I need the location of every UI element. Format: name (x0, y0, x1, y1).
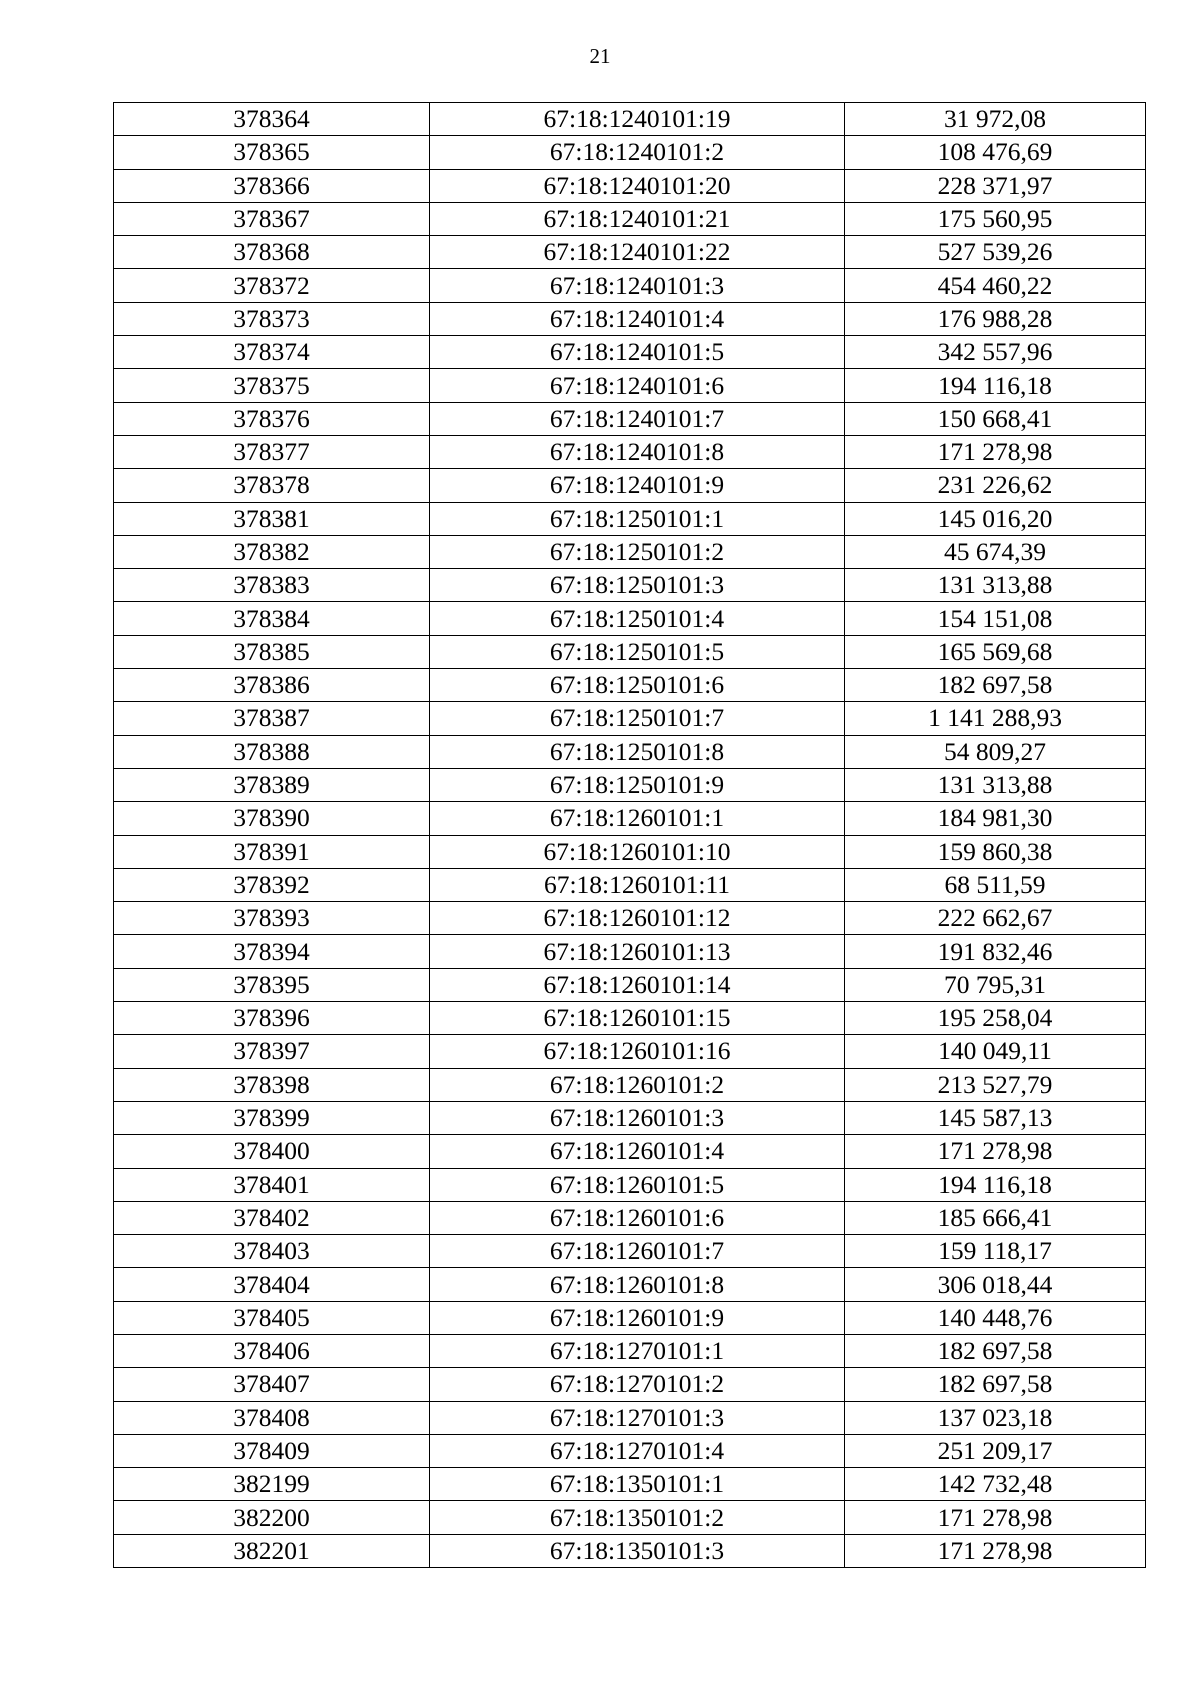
cadastral-number-cell: 67:18:1240101:20 (430, 169, 845, 202)
record-number-cell: 378386 (114, 669, 430, 702)
table-row (114, 1468, 1146, 1501)
record-number-cell: 378383 (114, 569, 430, 602)
table-row (114, 1235, 1146, 1268)
table-row (114, 702, 1146, 735)
record-number-cell: 378396 (114, 1002, 430, 1035)
value-cell: 171 278,98 (845, 1534, 1146, 1567)
table-row (114, 202, 1146, 235)
value-cell: 140 448,76 (845, 1301, 1146, 1334)
record-number-cell: 378382 (114, 535, 430, 568)
value-cell: 222 662,67 (845, 902, 1146, 935)
cadastral-number-cell: 67:18:1260101:14 (430, 968, 845, 1001)
cadastral-number-cell: 67:18:1240101:4 (430, 302, 845, 335)
record-number-cell: 378400 (114, 1135, 430, 1168)
table-row (114, 402, 1146, 435)
table-row (114, 169, 1146, 202)
cadastral-number-cell: 67:18:1270101:3 (430, 1401, 845, 1434)
value-cell: 527 539,26 (845, 236, 1146, 269)
value-cell: 171 278,98 (845, 1501, 1146, 1534)
cadastral-number-cell: 67:18:1250101:9 (430, 768, 845, 801)
value-cell: 454 460,22 (845, 269, 1146, 302)
record-number-cell: 378387 (114, 702, 430, 735)
table-row (114, 802, 1146, 835)
value-cell: 185 666,41 (845, 1201, 1146, 1234)
cadastral-number-cell: 67:18:1260101:8 (430, 1268, 845, 1301)
value-cell: 165 569,68 (845, 635, 1146, 668)
record-number-cell: 378388 (114, 735, 430, 768)
cadastral-number-cell: 67:18:1350101:1 (430, 1468, 845, 1501)
cadastral-number-cell: 67:18:1250101:4 (430, 602, 845, 635)
table-row (114, 835, 1146, 868)
table-row (114, 669, 1146, 702)
value-cell: 154 151,08 (845, 602, 1146, 635)
table-row (114, 269, 1146, 302)
cadastral-number-cell: 67:18:1270101:1 (430, 1334, 845, 1367)
table-row (114, 502, 1146, 535)
value-cell: 182 697,58 (845, 1334, 1146, 1367)
data-table (113, 102, 1146, 1568)
cadastral-number-cell: 67:18:1240101:21 (430, 202, 845, 235)
record-number-cell: 378378 (114, 469, 430, 502)
record-number-cell: 378368 (114, 236, 430, 269)
table-row (114, 1002, 1146, 1035)
table-row (114, 1501, 1146, 1534)
cadastral-number-cell: 67:18:1260101:5 (430, 1168, 845, 1201)
cadastral-number-cell: 67:18:1260101:9 (430, 1301, 845, 1334)
record-number-cell: 378376 (114, 402, 430, 435)
value-cell: 159 860,38 (845, 835, 1146, 868)
cadastral-number-cell: 67:18:1260101:11 (430, 868, 845, 901)
record-number-cell: 378364 (114, 103, 430, 136)
value-cell: 159 118,17 (845, 1235, 1146, 1268)
value-cell: 306 018,44 (845, 1268, 1146, 1301)
record-number-cell: 378374 (114, 336, 430, 369)
value-cell: 68 511,59 (845, 868, 1146, 901)
cadastral-number-cell: 67:18:1240101:5 (430, 336, 845, 369)
cadastral-number-cell: 67:18:1240101:3 (430, 269, 845, 302)
table-row (114, 302, 1146, 335)
table-row (114, 1368, 1146, 1401)
cadastral-number-cell: 67:18:1260101:7 (430, 1235, 845, 1268)
cadastral-number-cell: 67:18:1260101:2 (430, 1068, 845, 1101)
record-number-cell: 378390 (114, 802, 430, 835)
value-cell: 231 226,62 (845, 469, 1146, 502)
value-cell: 145 587,13 (845, 1101, 1146, 1134)
value-cell: 131 313,88 (845, 569, 1146, 602)
value-cell: 131 313,88 (845, 768, 1146, 801)
cadastral-number-cell: 67:18:1350101:3 (430, 1534, 845, 1567)
record-number-cell: 378393 (114, 902, 430, 935)
table-row (114, 1334, 1146, 1367)
cadastral-number-cell: 67:18:1240101:22 (430, 236, 845, 269)
record-number-cell: 378404 (114, 1268, 430, 1301)
table-row (114, 369, 1146, 402)
table-row (114, 103, 1146, 136)
table-row (114, 1534, 1146, 1567)
record-number-cell: 378391 (114, 835, 430, 868)
record-number-cell: 378407 (114, 1368, 430, 1401)
table-row (114, 1068, 1146, 1101)
cadastral-number-cell: 67:18:1260101:12 (430, 902, 845, 935)
record-number-cell: 378367 (114, 202, 430, 235)
value-cell: 213 527,79 (845, 1068, 1146, 1101)
cadastral-number-cell: 67:18:1240101:8 (430, 435, 845, 468)
record-number-cell: 378409 (114, 1434, 430, 1467)
cadastral-number-cell: 67:18:1260101:13 (430, 935, 845, 968)
table-row (114, 136, 1146, 169)
cadastral-number-cell: 67:18:1250101:5 (430, 635, 845, 668)
cadastral-number-cell: 67:18:1260101:16 (430, 1035, 845, 1068)
page-number: 21 (589, 44, 611, 68)
table-row (114, 535, 1146, 568)
cadastral-number-cell: 67:18:1260101:4 (430, 1135, 845, 1168)
value-cell: 171 278,98 (845, 1135, 1146, 1168)
value-cell: 54 809,27 (845, 735, 1146, 768)
table-row (114, 602, 1146, 635)
cadastral-number-cell: 67:18:1250101:7 (430, 702, 845, 735)
cadastral-number-cell: 67:18:1260101:6 (430, 1201, 845, 1234)
record-number-cell: 382201 (114, 1534, 430, 1567)
table-row (114, 1168, 1146, 1201)
value-cell: 1 141 288,93 (845, 702, 1146, 735)
table-row (114, 1301, 1146, 1334)
cadastral-number-cell: 67:18:1240101:9 (430, 469, 845, 502)
record-number-cell: 378408 (114, 1401, 430, 1434)
record-number-cell: 378389 (114, 768, 430, 801)
table-row (114, 768, 1146, 801)
cadastral-number-cell: 67:18:1250101:1 (430, 502, 845, 535)
table-row (114, 1135, 1146, 1168)
table-row (114, 236, 1146, 269)
record-number-cell: 378384 (114, 602, 430, 635)
value-cell: 194 116,18 (845, 1168, 1146, 1201)
table-row (114, 868, 1146, 901)
value-cell: 145 016,20 (845, 502, 1146, 535)
cadastral-number-cell: 67:18:1260101:10 (430, 835, 845, 868)
value-cell: 45 674,39 (845, 535, 1146, 568)
cadastral-number-cell: 67:18:1260101:1 (430, 802, 845, 835)
cadastral-number-cell: 67:18:1350101:2 (430, 1501, 845, 1534)
value-cell: 228 371,97 (845, 169, 1146, 202)
cadastral-number-cell: 67:18:1260101:3 (430, 1101, 845, 1134)
record-number-cell: 378402 (114, 1201, 430, 1234)
table-row (114, 1268, 1146, 1301)
table-row (114, 968, 1146, 1001)
value-cell: 182 697,58 (845, 669, 1146, 702)
record-number-cell: 378395 (114, 968, 430, 1001)
table-row (114, 1434, 1146, 1467)
record-number-cell: 382200 (114, 1501, 430, 1534)
table-row (114, 1201, 1146, 1234)
table-row (114, 902, 1146, 935)
table-body (114, 103, 1146, 1568)
record-number-cell: 378392 (114, 868, 430, 901)
value-cell: 108 476,69 (845, 136, 1146, 169)
record-number-cell: 378405 (114, 1301, 430, 1334)
value-cell: 194 116,18 (845, 369, 1146, 402)
table-row (114, 336, 1146, 369)
value-cell: 251 209,17 (845, 1434, 1146, 1467)
cadastral-number-cell: 67:18:1250101:3 (430, 569, 845, 602)
record-number-cell: 378385 (114, 635, 430, 668)
cadastral-number-cell: 67:18:1240101:19 (430, 103, 845, 136)
table-row (114, 735, 1146, 768)
table-row (114, 569, 1146, 602)
cadastral-number-cell: 67:18:1270101:4 (430, 1434, 845, 1467)
table-row (114, 469, 1146, 502)
record-number-cell: 378373 (114, 302, 430, 335)
record-number-cell: 378397 (114, 1035, 430, 1068)
cadastral-number-cell: 67:18:1270101:2 (430, 1368, 845, 1401)
record-number-cell: 378399 (114, 1101, 430, 1134)
value-cell: 195 258,04 (845, 1002, 1146, 1035)
value-cell: 142 732,48 (845, 1468, 1146, 1501)
table-row (114, 1101, 1146, 1134)
record-number-cell: 378398 (114, 1068, 430, 1101)
record-number-cell: 378375 (114, 369, 430, 402)
record-number-cell: 378372 (114, 269, 430, 302)
value-cell: 184 981,30 (845, 802, 1146, 835)
value-cell: 182 697,58 (845, 1368, 1146, 1401)
value-cell: 191 832,46 (845, 935, 1146, 968)
record-number-cell: 378403 (114, 1235, 430, 1268)
record-number-cell: 378394 (114, 935, 430, 968)
record-number-cell: 378401 (114, 1168, 430, 1201)
value-cell: 176 988,28 (845, 302, 1146, 335)
record-number-cell: 378406 (114, 1334, 430, 1367)
record-number-cell: 378381 (114, 502, 430, 535)
value-cell: 137 023,18 (845, 1401, 1146, 1434)
record-number-cell: 378365 (114, 136, 430, 169)
cadastral-number-cell: 67:18:1250101:6 (430, 669, 845, 702)
value-cell: 175 560,95 (845, 202, 1146, 235)
value-cell: 150 668,41 (845, 402, 1146, 435)
value-cell: 171 278,98 (845, 435, 1146, 468)
record-number-cell: 382199 (114, 1468, 430, 1501)
table-row (114, 635, 1146, 668)
cadastral-number-cell: 67:18:1240101:2 (430, 136, 845, 169)
cadastral-number-cell: 67:18:1250101:8 (430, 735, 845, 768)
cadastral-number-cell: 67:18:1260101:15 (430, 1002, 845, 1035)
value-cell: 342 557,96 (845, 336, 1146, 369)
record-number-cell: 378366 (114, 169, 430, 202)
cadastral-number-cell: 67:18:1240101:7 (430, 402, 845, 435)
table-row (114, 435, 1146, 468)
record-number-cell: 378377 (114, 435, 430, 468)
table-row (114, 1035, 1146, 1068)
table-row (114, 935, 1146, 968)
value-cell: 70 795,31 (845, 968, 1146, 1001)
table-row (114, 1401, 1146, 1434)
value-cell: 31 972,08 (845, 103, 1146, 136)
value-cell: 140 049,11 (845, 1035, 1146, 1068)
cadastral-number-cell: 67:18:1250101:2 (430, 535, 845, 568)
cadastral-number-cell: 67:18:1240101:6 (430, 369, 845, 402)
